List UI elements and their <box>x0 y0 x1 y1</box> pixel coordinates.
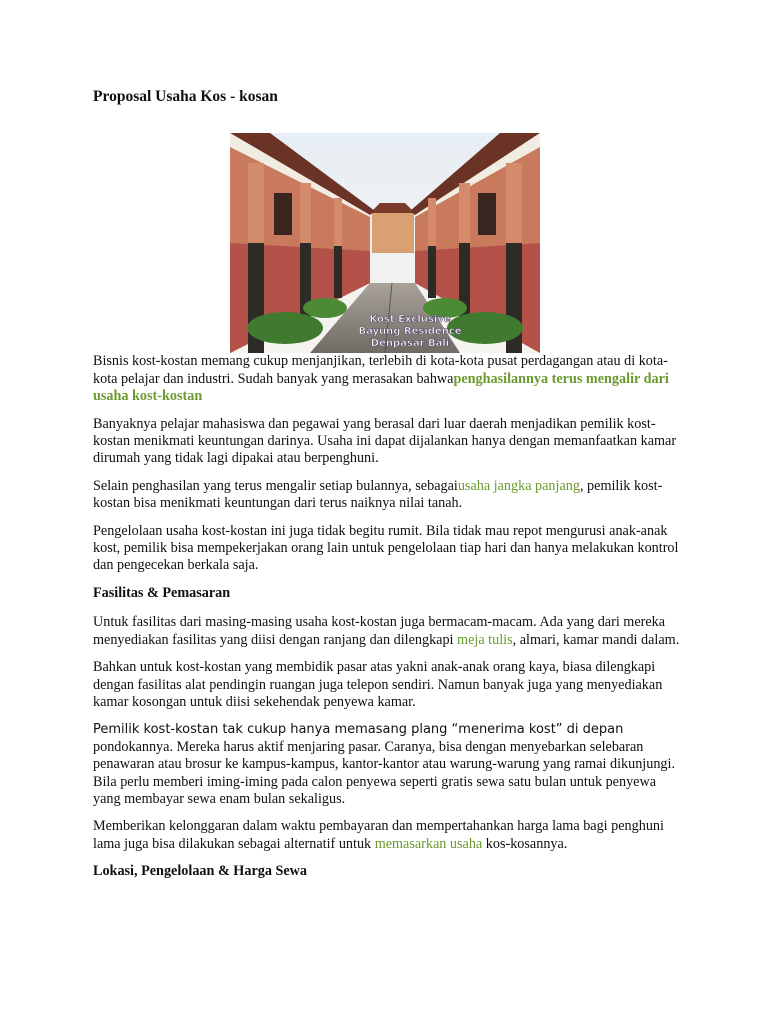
link-penghasilan[interactable]: penghasilannya terus mengalir dari usaha kost-kostan <box>93 370 669 405</box>
paragraph-intro: Bisnis kost-kostan memang cukup menjanjikan, terlebih di kota-kota pusat perdagangan atau di kota-kota pelajar dan industri. Sudah banyak yang merasakan bahwapenghasilannya terus mengalir dari usaha kost-kostan <box>93 353 669 405</box>
paragraph-banyaknya: Banyaknya pelajar mahasiswa dan pegawai yang berasal dari luar daerah menjadikan pemilik kost-kostan menikmati keuntungan darinya. Usaha ini dapat dijalankan hanya dengan memanfaatkan kamar dirumah yang tidak lagi dipakai atau berpenghuni. <box>93 415 677 467</box>
page-title: Proposal Usaha Kos - kosan <box>93 88 278 105</box>
section-heading-fasilitas: Fasilitas & Pemasaran <box>93 584 231 601</box>
paragraph-fasilitas: Untuk fasilitas dari masing-masing usaha kost-kostan juga bermacam-macam. Ada yang dari mereka menyediakan fasilitas yang diisi dengan ranjang dan dilengkapi meja tulis, almari, kamar mandi dalam. <box>93 614 680 648</box>
link-usaha-jangka-panjang[interactable]: usaha jangka panjang <box>457 477 580 494</box>
paragraph-pengelolaan: Pengelolaan usaha kost-kostan ini juga tidak begitu rumit. Bila tidak mau repot mengurusi anak-anak kost, pemilik bisa mempekerjakan orang lain untuk pengelolaan tiap hari dan hanya melakukan kontrol dan pengecekan berkala saja. <box>93 522 679 574</box>
paragraph-selain: Selain penghasilan yang terus mengalir setiap bulannya, sebagaiusaha jangka panjang, pemilik kost-kostan bisa menikmati keuntungan dari terus naiknya nilai tanah. <box>93 477 663 512</box>
link-meja-tulis[interactable]: meja tulis <box>457 631 513 648</box>
section-heading-lokasi: Lokasi, Pengelolaan & Harga Sewa <box>93 863 307 880</box>
paragraph-kelonggaran: Memberikan kelonggaran dalam waktu pembayaran dan mempertahankan harga lama bagi penghuni lama juga bisa dilakukan sebagai alternatif untuk memasarkan usaha kos-kosannya. <box>93 818 664 852</box>
document-page <box>93 88 685 893</box>
courtyard-illustration <box>230 133 540 353</box>
photo-caption-line: Denpasar Bali <box>370 338 450 350</box>
paragraph-pemilik: Pemilik kost-kostan tak cukup hanya memasang plang “menerima kost” di depan pondokannya. Mereka harus aktif menjaring pasar. Caranya, bisa dengan menyebarkan selebaran penawaran atau brosur ke kampus-kampus, kantor-kantor atau warung-warung yang ramai dikunjungi. Bila perlu memberi iming-iming pada calon penyewa seperti gratis sewa satu bulan untuk penyewa yang membayar sewa enam bulan sekaligus. <box>93 722 676 807</box>
paragraph-bahkan: Bahkan untuk kost-kostan yang membidik pasar atas yakni anak-anak orang kaya, biasa dilengkapi dengan fasilitas alat pendingin ruangan juga telepon sendiri. Namun banyak juga yang menyediakan kamar kosongan untuk diisi sekehendak penyewa kamar. <box>93 659 663 710</box>
photo-caption-line: Kost Exclusive <box>369 314 451 326</box>
link-memasarkan-usaha[interactable]: memasarkan usaha <box>374 835 483 852</box>
boarding-house-photo <box>230 133 540 353</box>
photo-caption-line: Bayung Residence <box>358 326 462 338</box>
